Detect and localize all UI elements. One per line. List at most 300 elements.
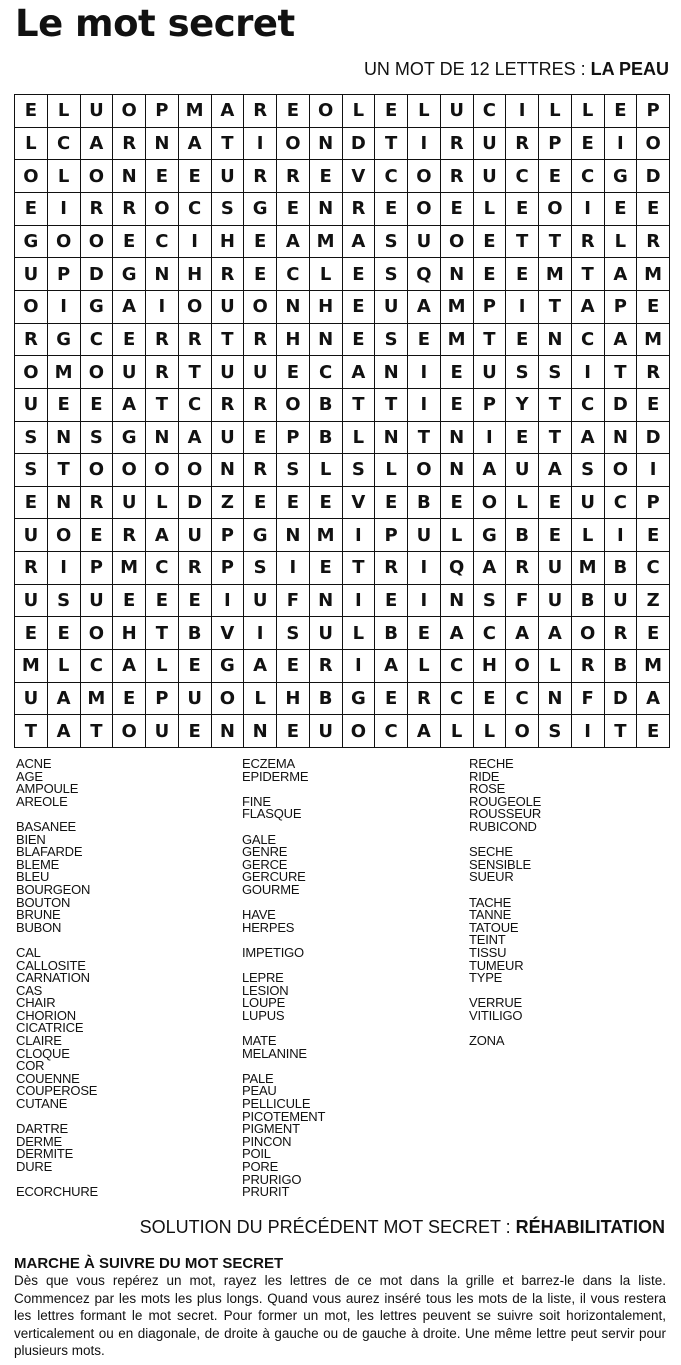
grid-cell: A [637, 683, 670, 716]
grid-cell: A [572, 291, 605, 324]
grid-cell: N [310, 193, 343, 226]
grid-cell: L [343, 422, 376, 455]
grid-cell: U [179, 683, 212, 716]
grid-cell: G [474, 519, 507, 552]
grid-cell: G [244, 193, 277, 226]
word-list-item: PRURIT [242, 1184, 290, 1200]
word-list-item: CALLOSITE [16, 957, 86, 973]
grid-cell: O [277, 389, 310, 422]
grid-cell: S [539, 715, 572, 748]
grid-cell: E [113, 324, 146, 357]
grid-cell: O [310, 95, 343, 128]
grid-cell: E [15, 617, 48, 650]
grid-cell: E [343, 324, 376, 357]
grid-cell: U [310, 617, 343, 650]
grid-cell: E [605, 95, 638, 128]
grid-cell: N [310, 128, 343, 161]
word-list-item: COR [16, 1058, 45, 1074]
grid-cell: N [441, 585, 474, 618]
word-list-item: RIDE [469, 768, 500, 784]
grid-cell: E [474, 683, 507, 716]
grid-cell: S [375, 226, 408, 259]
grid-cell: E [244, 422, 277, 455]
word-list-item: BLAFARDE [16, 844, 83, 860]
grid-cell: T [605, 356, 638, 389]
grid-cell: N [310, 585, 343, 618]
word-list-item: PINCON [242, 1133, 292, 1149]
grid-cell: L [48, 160, 81, 193]
grid-cell: O [81, 160, 114, 193]
grid-cell: R [310, 650, 343, 683]
grid-cell: T [146, 617, 179, 650]
grid-cell: C [605, 487, 638, 520]
grid-cell: C [277, 258, 310, 291]
grid-cell: E [179, 585, 212, 618]
grid-cell: N [375, 422, 408, 455]
grid-cell: B [375, 617, 408, 650]
word-list-item: TEINT [469, 932, 506, 948]
grid-cell: T [81, 715, 114, 748]
grid-cell: O [179, 454, 212, 487]
grid-cell: U [212, 291, 245, 324]
grid-cell: U [113, 356, 146, 389]
grid-cell: S [572, 454, 605, 487]
grid-cell: M [113, 552, 146, 585]
grid-cell: D [605, 683, 638, 716]
grid-cell: A [506, 617, 539, 650]
grid-cell: I [408, 356, 441, 389]
grid-cell: C [474, 95, 507, 128]
grid-cell: E [113, 683, 146, 716]
grid-cell: C [310, 356, 343, 389]
grid-cell: L [343, 617, 376, 650]
grid-cell: I [408, 128, 441, 161]
grid-cell: E [506, 324, 539, 357]
grid-cell: U [441, 95, 474, 128]
grid-cell: U [212, 160, 245, 193]
grid-cell: R [244, 389, 277, 422]
word-list-item: FLASQUE [242, 806, 302, 822]
grid-cell: E [375, 683, 408, 716]
grid-cell: A [474, 454, 507, 487]
grid-cell: S [15, 422, 48, 455]
grid-cell: E [637, 617, 670, 650]
grid-cell: R [113, 128, 146, 161]
grid-cell: O [48, 226, 81, 259]
grid-cell: O [15, 160, 48, 193]
grid-cell: E [310, 552, 343, 585]
grid-cell: P [474, 389, 507, 422]
word-list-item: DERMITE [16, 1146, 74, 1162]
word-list-item: RECHE [469, 756, 514, 771]
grid-cell: E [572, 128, 605, 161]
solution-prefix: SOLUTION DU PRÉCÉDENT MOT SECRET : [139, 1217, 516, 1237]
grid-cell: E [113, 226, 146, 259]
word-list-item: LESION [242, 982, 289, 998]
grid-cell: E [277, 650, 310, 683]
grid-cell: A [441, 617, 474, 650]
grid-cell: R [441, 128, 474, 161]
grid-cell: E [375, 487, 408, 520]
word-list-item: RUBICOND [469, 818, 537, 834]
word-list-item: POIL [242, 1146, 271, 1162]
grid-cell: D [637, 422, 670, 455]
grid-cell: T [539, 422, 572, 455]
grid-cell: R [506, 128, 539, 161]
grid-cell: N [212, 715, 245, 748]
grid-cell: C [506, 160, 539, 193]
grid-cell: O [113, 95, 146, 128]
grid-cell: U [15, 258, 48, 291]
grid-cell: Z [212, 487, 245, 520]
grid-cell: T [212, 324, 245, 357]
grid-cell: M [48, 356, 81, 389]
grid-cell: R [212, 258, 245, 291]
grid-cell: G [212, 650, 245, 683]
grid-cell: O [408, 454, 441, 487]
grid-cell: C [81, 650, 114, 683]
word-list-item: ACNE [16, 756, 52, 771]
grid-cell: R [572, 226, 605, 259]
grid-cell: U [179, 519, 212, 552]
letter-grid [14, 94, 670, 748]
grid-cell: I [408, 552, 441, 585]
grid-cell: I [48, 552, 81, 585]
grid-cell: O [179, 291, 212, 324]
page-title: Le mot secret [15, 2, 295, 45]
grid-cell: V [343, 160, 376, 193]
word-list-item: TACHE [469, 894, 512, 910]
grid-cell: N [146, 258, 179, 291]
word-list-column-2 [242, 758, 325, 1199]
word-list-item: AGE [16, 768, 43, 784]
grid-cell: O [81, 356, 114, 389]
grid-cell: N [277, 519, 310, 552]
grid-cell: S [474, 585, 507, 618]
grid-cell: U [605, 585, 638, 618]
grid-cell: E [539, 160, 572, 193]
word-list-item: ROSE [469, 781, 506, 797]
grid-cell: O [572, 617, 605, 650]
grid-cell: L [408, 95, 441, 128]
grid-cell: U [375, 291, 408, 324]
grid-cell: O [277, 128, 310, 161]
grid-cell: H [277, 683, 310, 716]
word-list-item: CLOQUE [16, 1045, 70, 1061]
grid-cell: N [146, 422, 179, 455]
word-list-item: BOURGEON [16, 881, 91, 897]
word-list-item: BIEN [16, 831, 46, 847]
grid-cell: R [113, 519, 146, 552]
grid-cell: A [113, 389, 146, 422]
grid-cell: L [441, 715, 474, 748]
grid-cell: I [572, 193, 605, 226]
grid-cell: T [539, 389, 572, 422]
word-list-item: LUPUS [242, 1007, 285, 1023]
grid-cell: P [637, 95, 670, 128]
grid-cell: S [375, 258, 408, 291]
word-list-item: CLAIRE [16, 1033, 62, 1049]
grid-cell: U [212, 422, 245, 455]
grid-cell: R [179, 552, 212, 585]
word-list-item: HERPES [242, 919, 295, 935]
grid-cell: E [277, 356, 310, 389]
grid-cell: I [605, 519, 638, 552]
grid-cell: U [146, 715, 179, 748]
grid-cell: S [375, 324, 408, 357]
grid-cell: E [375, 193, 408, 226]
solution-word: RÉHABILITATION [515, 1217, 665, 1237]
grid-cell: F [572, 683, 605, 716]
grid-cell: E [637, 519, 670, 552]
grid-cell: A [48, 683, 81, 716]
grid-cell: N [605, 422, 638, 455]
grid-cell: R [244, 160, 277, 193]
grid-cell: S [244, 552, 277, 585]
grid-cell: N [441, 258, 474, 291]
grid-cell: I [343, 585, 376, 618]
grid-cell: P [375, 519, 408, 552]
grid-cell: R [244, 324, 277, 357]
grid-cell: A [605, 324, 638, 357]
grid-cell: A [244, 650, 277, 683]
grid-cell: E [441, 389, 474, 422]
grid-cell: R [506, 552, 539, 585]
grid-cell: A [474, 552, 507, 585]
grid-cell: R [637, 226, 670, 259]
grid-cell: B [310, 683, 343, 716]
grid-cell: B [605, 650, 638, 683]
grid-cell: C [572, 324, 605, 357]
grid-cell: O [212, 683, 245, 716]
grid-cell: T [375, 128, 408, 161]
grid-cell: C [572, 389, 605, 422]
grid-cell: O [539, 193, 572, 226]
grid-cell: C [441, 650, 474, 683]
grid-cell: L [408, 650, 441, 683]
word-list-item: BLEU [16, 869, 50, 885]
grid-cell: L [441, 519, 474, 552]
grid-cell: R [146, 356, 179, 389]
grid-cell: U [474, 160, 507, 193]
grid-cell: I [179, 226, 212, 259]
grid-cell: Y [506, 389, 539, 422]
grid-cell: E [15, 487, 48, 520]
grid-cell: A [179, 422, 212, 455]
grid-cell: R [146, 324, 179, 357]
word-list-item: MELANINE [242, 1045, 307, 1061]
grid-cell: G [48, 324, 81, 357]
word-list-item: GENRE [242, 844, 288, 860]
grid-cell: E [179, 650, 212, 683]
word-list-item: CHORION [16, 1007, 76, 1023]
word-list-item: COUPEROSE [16, 1083, 98, 1099]
grid-cell: L [310, 454, 343, 487]
grid-cell: O [343, 715, 376, 748]
grid-cell: E [179, 160, 212, 193]
word-list-item: IMPETIGO [242, 944, 304, 960]
grid-cell: P [146, 683, 179, 716]
grid-cell: A [277, 226, 310, 259]
grid-cell: C [146, 552, 179, 585]
grid-cell: P [605, 291, 638, 324]
grid-cell: P [212, 552, 245, 585]
grid-cell: H [113, 617, 146, 650]
grid-cell: U [15, 683, 48, 716]
word-list-item: GERCURE [242, 869, 306, 885]
word-list-item: PEAU [242, 1083, 277, 1099]
grid-cell: R [15, 324, 48, 357]
word-list-item: ECORCHURE [16, 1184, 98, 1200]
grid-cell: G [244, 519, 277, 552]
word-list-item: TISSU [469, 944, 507, 960]
grid-cell: O [81, 617, 114, 650]
word-list-item: BLEME [16, 856, 60, 872]
grid-cell: I [408, 389, 441, 422]
grid-cell: R [81, 193, 114, 226]
grid-cell: B [310, 389, 343, 422]
word-list-item: FINE [242, 793, 271, 809]
grid-cell: A [343, 356, 376, 389]
grid-cell: T [146, 389, 179, 422]
grid-cell: R [15, 552, 48, 585]
grid-cell: L [539, 650, 572, 683]
grid-cell: E [81, 519, 114, 552]
grid-cell: O [113, 454, 146, 487]
grid-cell: M [310, 519, 343, 552]
grid-cell: O [244, 291, 277, 324]
grid-cell: C [474, 617, 507, 650]
grid-cell: E [146, 585, 179, 618]
grid-cell: E [637, 389, 670, 422]
word-list-item: BOUTON [16, 894, 71, 910]
word-list-item: GERCE [242, 856, 288, 872]
grid-cell: B [572, 585, 605, 618]
word-list-item: CUTANE [16, 1096, 68, 1112]
grid-cell: S [81, 422, 114, 455]
word-list-item: DARTRE [16, 1121, 69, 1137]
grid-cell: H [179, 258, 212, 291]
grid-cell: A [408, 715, 441, 748]
grid-cell: M [572, 552, 605, 585]
grid-cell: F [277, 585, 310, 618]
grid-cell: M [179, 95, 212, 128]
grid-cell: S [539, 356, 572, 389]
grid-cell: M [637, 324, 670, 357]
grid-cell: E [605, 193, 638, 226]
grid-cell: U [572, 487, 605, 520]
grid-cell: O [506, 650, 539, 683]
grid-cell: G [81, 291, 114, 324]
grid-cell: B [179, 617, 212, 650]
grid-cell: E [539, 519, 572, 552]
grid-cell: A [539, 454, 572, 487]
grid-cell: E [637, 715, 670, 748]
grid-cell: E [146, 160, 179, 193]
word-list-item: PORE [242, 1159, 279, 1174]
grid-cell: T [539, 226, 572, 259]
grid-cell: M [441, 291, 474, 324]
grid-cell: L [310, 258, 343, 291]
word-list-item: DERME [16, 1133, 62, 1149]
grid-cell: N [48, 487, 81, 520]
subtitle-theme: LA PEAU [590, 59, 669, 79]
subtitle-prefix: UN MOT DE 12 LETTRES : [363, 59, 591, 79]
grid-cell: M [637, 650, 670, 683]
grid-cell: L [539, 95, 572, 128]
grid-cell: E [48, 617, 81, 650]
grid-cell: L [146, 487, 179, 520]
grid-cell: P [212, 519, 245, 552]
word-list-item: PIGMENT [242, 1121, 300, 1137]
grid-cell: N [441, 454, 474, 487]
grid-cell: G [605, 160, 638, 193]
grid-cell: I [637, 454, 670, 487]
grid-cell: M [539, 258, 572, 291]
grid-cell: P [146, 95, 179, 128]
grid-cell: P [48, 258, 81, 291]
grid-cell: O [506, 715, 539, 748]
grid-cell: I [506, 95, 539, 128]
grid-cell: A [605, 258, 638, 291]
grid-cell: U [474, 356, 507, 389]
word-list-item: EPIDERME [242, 768, 309, 784]
grid-cell: E [375, 95, 408, 128]
grid-cell: M [81, 683, 114, 716]
word-list-item: MATE [242, 1033, 277, 1049]
instructions-title: MARCHE À SUIVRE DU MOT SECRET [14, 1255, 284, 1272]
grid-cell: O [441, 226, 474, 259]
grid-cell: S [277, 454, 310, 487]
word-list-item: ECZEMA [242, 756, 295, 771]
grid-cell: U [15, 519, 48, 552]
grid-cell: E [277, 715, 310, 748]
grid-cell: E [637, 193, 670, 226]
word-list-column-1 [16, 758, 98, 1199]
grid-cell: E [441, 487, 474, 520]
word-list-item: HAVE [242, 907, 276, 923]
word-list-item: TUMEUR [469, 957, 524, 973]
word-list-item: BUBON [16, 919, 62, 935]
grid-cell: I [605, 128, 638, 161]
grid-cell: O [15, 291, 48, 324]
grid-cell: P [539, 128, 572, 161]
grid-cell: R [81, 487, 114, 520]
grid-cell: L [15, 128, 48, 161]
word-list-item: DURE [16, 1159, 53, 1174]
word-list-item: GALE [242, 831, 276, 847]
grid-cell: I [572, 356, 605, 389]
grid-cell: A [212, 95, 245, 128]
previous-solution [140, 1216, 665, 1238]
grid-cell: T [605, 715, 638, 748]
grid-cell: L [343, 95, 376, 128]
grid-cell: I [48, 193, 81, 226]
word-list-item: BRUNE [16, 907, 61, 923]
grid-cell: D [343, 128, 376, 161]
grid-cell: U [212, 356, 245, 389]
grid-cell: D [179, 487, 212, 520]
grid-cell: E [506, 422, 539, 455]
grid-cell: V [343, 487, 376, 520]
grid-cell: C [506, 683, 539, 716]
grid-cell: N [310, 324, 343, 357]
word-list-item: CICATRICE [16, 1020, 84, 1036]
word-list-item: TANNE [469, 907, 512, 923]
grid-cell: S [343, 454, 376, 487]
grid-cell: E [15, 95, 48, 128]
grid-cell: O [113, 715, 146, 748]
